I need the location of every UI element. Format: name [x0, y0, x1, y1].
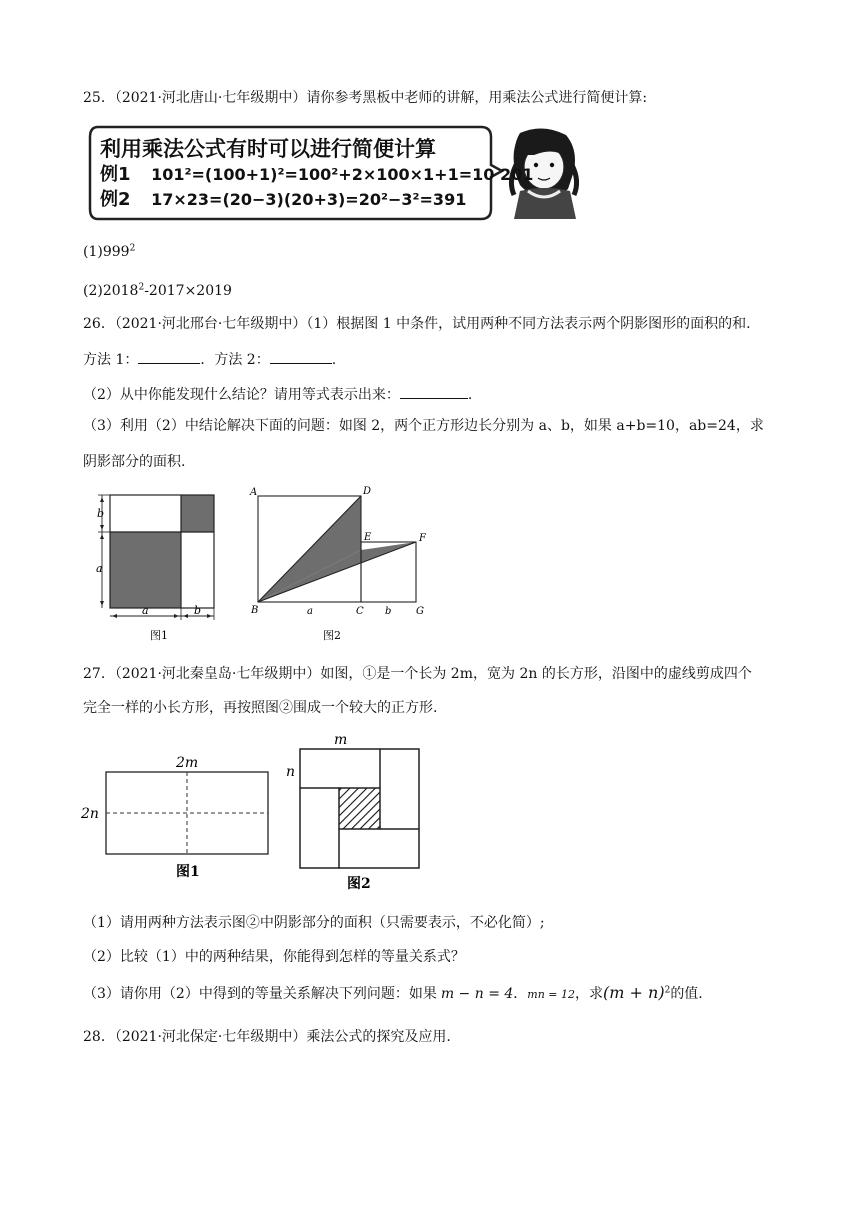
equation-mn: mn = 12	[527, 988, 576, 1001]
expression-exponent: 2	[664, 985, 671, 996]
q26-line-3	[83, 385, 472, 405]
q27-figure-1	[78, 748, 278, 883]
method-1-label: 方法 1：	[83, 352, 139, 368]
q26-line-5: 阴影部分的面积.	[83, 454, 186, 470]
q26-line-2	[83, 350, 336, 370]
example-2-label: 例2	[100, 189, 131, 210]
question-number: 26．	[83, 316, 115, 332]
q26-figure-1	[90, 490, 230, 650]
label-b-left: b	[97, 507, 105, 520]
figure-2-caption: 图2	[347, 876, 371, 892]
part-1-text: (1)999	[83, 244, 130, 260]
point-G: G	[416, 606, 424, 617]
point-A: A	[250, 487, 258, 498]
separator: ．	[513, 986, 528, 1002]
part-2-base: (2)2018	[83, 283, 139, 299]
label-2m: 2m	[176, 755, 199, 771]
figure-2-caption: 图2	[323, 629, 341, 642]
part-1-exponent: 2	[129, 243, 136, 254]
shaded-small-square	[181, 495, 214, 532]
shaded-center-square	[339, 788, 380, 829]
board-example-1	[100, 160, 533, 186]
question-source: （2021·河北唐山·七年级期中）	[114, 90, 307, 106]
method-2-label: ．方法 2：	[200, 352, 270, 368]
question-text: 请你参考黑板中老师的讲解，用乘法公式进行简便计算:	[306, 90, 648, 106]
point-C: C	[356, 606, 364, 617]
conclusion-blank	[400, 386, 468, 399]
label-b-bottom: b	[194, 604, 202, 617]
q27-figure-2	[280, 730, 430, 895]
point-E: E	[364, 532, 372, 543]
question-number: 25．	[83, 90, 115, 106]
part-2-text: （2）从中你能发现什么结论？请用等式表示出来：	[83, 387, 400, 403]
point-B: B	[251, 605, 259, 616]
example-1-expression: 101²=(100+1)²=100²+2×100×1+1=10 201	[151, 165, 534, 184]
method-1-blank	[138, 351, 200, 364]
figure-1-caption: 图1	[150, 629, 168, 642]
question-source: （2021·河北邢台·七年级期中）	[114, 316, 307, 332]
question-text: （1）根据图 1 中条件，试用两种不同方法表示两个阴影图形的面积的和.	[306, 316, 751, 332]
board-example-2	[100, 185, 466, 211]
question-number: 27．	[83, 666, 115, 682]
blackboard-illustration	[88, 125, 593, 221]
example-2-expression: 17×23=(20−3)(20+3)=20²−3²=391	[151, 190, 467, 209]
shaded-large-square	[110, 532, 181, 608]
line-end: .	[467, 387, 473, 403]
method-2-blank	[270, 351, 332, 364]
question-number: 28．	[83, 1029, 115, 1045]
equation-m-minus-n: m − n = 4	[440, 986, 514, 1002]
point-F: F	[419, 533, 426, 544]
question-source: （2021·河北秦皇岛·七年级期中）	[114, 666, 321, 682]
ask-end: 的值.	[670, 986, 703, 1002]
label-b: b	[385, 606, 392, 617]
part-2-exponent: 2	[138, 282, 145, 293]
board-title: 利用乘法公式有时可以进行简便计算	[100, 137, 436, 161]
q26-line-4: （3）利用（2）中结论解决下面的问题：如图 2，两个正方形边长分别为 a、b，如果 a+b=10，ab=24，求	[83, 418, 764, 434]
part-3-text: （3）请你用（2）中得到的等量关系解决下列问题：如果	[83, 986, 437, 1002]
q25-part-1	[83, 242, 135, 262]
question-text: 如图，①是一个长为 2m，宽为 2n 的长方形，沿图中的虚线剪成四个	[320, 666, 752, 682]
question-source: （2021·河北保定·七年级期中）	[114, 1029, 307, 1045]
line-end: .	[331, 352, 337, 368]
part-2-rest: -2017×2019	[144, 283, 232, 299]
q27-part-3	[83, 983, 703, 1005]
ask-text: ，求	[575, 986, 604, 1002]
q25-statement	[83, 88, 647, 108]
point-D: D	[363, 486, 372, 497]
q27-line-1	[83, 664, 752, 684]
q25-part-2	[83, 281, 232, 301]
label-a-left: a	[96, 562, 103, 575]
example-1-label: 例1	[100, 164, 131, 185]
label-n: n	[286, 764, 296, 780]
label-a: a	[307, 606, 313, 617]
label-a-bottom: a	[142, 604, 149, 617]
label-2n: 2n	[81, 806, 99, 822]
label-m: m	[334, 732, 348, 748]
expression-m-plus-n: (m + n)	[603, 983, 665, 1002]
q26-line-1	[83, 314, 751, 334]
q27-part-2: （2）比较（1）中的两种结果，你能得到怎样的等量关系式？	[83, 949, 465, 965]
q27-line-2: 完全一样的小长方形，再按照图②围成一个较大的正方形.	[83, 700, 438, 716]
question-text: 乘法公式的探究及应用.	[306, 1029, 451, 1045]
q28-statement	[83, 1027, 451, 1047]
q27-part-1: （1）请用两种方法表示图②中阴影部分的面积（只需要表示，不必化简）;	[83, 915, 545, 931]
figure-1-caption: 图1	[176, 864, 200, 880]
q26-figure-2	[245, 484, 445, 649]
